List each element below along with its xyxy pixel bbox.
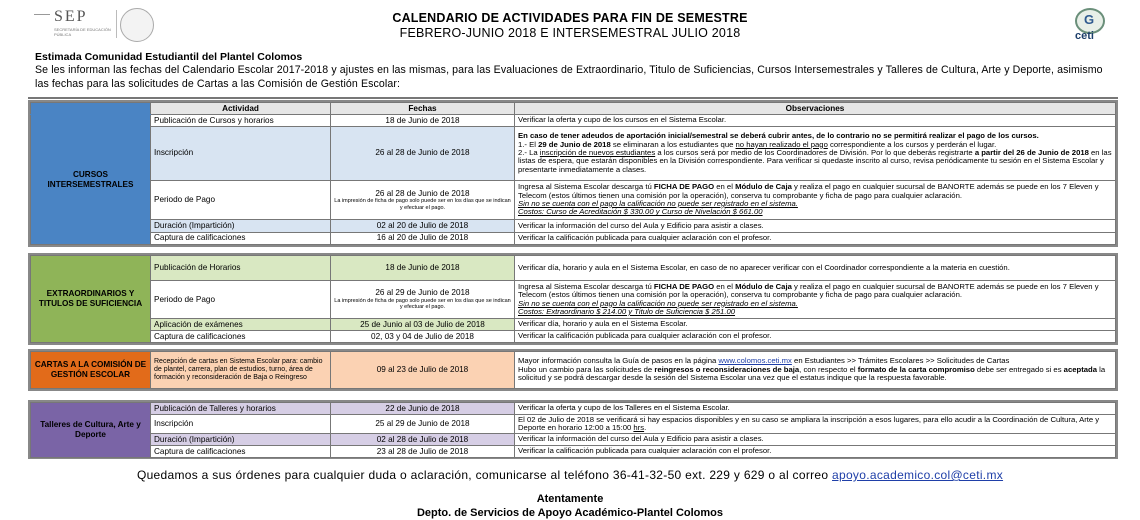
observation: Verificar la calificación publicada para cualquier aclaración con el profesor. [515, 446, 1116, 458]
activity: Publicación de Talleres y horarios [151, 403, 331, 415]
activity: Publicación de Horarios [151, 256, 331, 281]
document-header [0, 0, 1140, 48]
date: 26 al 29 de Junio de 2018 La impresión de ficha de pago solo puede ser en los días que se indican y efectuar el pago. [331, 281, 515, 319]
date: 25 al 29 de Junio de 2018 [331, 415, 515, 434]
activity: Aplicación de exámenes [151, 319, 331, 331]
section-cartas [28, 349, 1118, 391]
activity: Periodo de Pago [151, 281, 331, 319]
date: 22 de Junio de 2018 [331, 403, 515, 415]
observation: Verificar día, horario y aula en el Sistema Escolar, en caso de no aparecer verificar con el Coordinador correspondiente a la materia en cuestión. [515, 256, 1116, 281]
category-extraordinarios: EXTRAORDINARIOS Y TITULOS DE SUFICIENCIA [31, 256, 151, 343]
date: 02, 03 y 04 de Julio de 2018 [331, 331, 515, 343]
section-talleres [28, 400, 1118, 459]
date: 25 de Junio al 03 de Julio de 2018 [331, 319, 515, 331]
activity: Inscripción [151, 415, 331, 434]
col-actividad: Actividad [151, 103, 331, 115]
observation: El 02 de Julio de 2018 se verificará si hay espacios disponibles y en su caso se ampliara la inscripción a esos lugares, para ello acudir a la Coordinación de Cultura, Arte y Deporte en horario 12:00 a 15:00 hrs. [515, 415, 1116, 434]
activity: Publicación de Cursos y horarios [151, 115, 331, 126]
email-link[interactable]: apoyo.academico.col@ceti.mx [832, 468, 1004, 482]
section-cursos [28, 100, 1118, 247]
date: 18 de Junio de 2018 [331, 256, 515, 281]
observation: Verificar la información del curso del Aula y Edificio para asistir a clases. [515, 434, 1116, 446]
date: 16 al 20 de Julio de 2018 [331, 232, 515, 244]
date: 26 al 28 de Junio de 2018 La impresión de ficha de pago solo puede ser en los días que se indican y efectuar el pago. [331, 180, 515, 219]
observation: Mayor información consulta la Guía de pasos en la página www.colomos.ceti.mx en Estudiantes >> Trámites Escolares >> Solicitudes de Cartas Hubo un cambio para las solicitudes de reingresos o reconsideraciones de baja, con respecto el formato de la carta compromiso debe ser entregado si es aceptada la solicitud y se podrá descargar desde la sesión del Sistema Escolar una vez que el estatus indique que la respuesta favorable. [515, 352, 1116, 389]
date: 09 al 23 de Julio de 2018 [331, 352, 515, 389]
divider [28, 97, 1118, 99]
observation: Ingresa al Sistema Escolar descarga tú FICHA DE PAGO en el Módulo de Caja y realiza el pago en cualquier sucursal de BANORTE además se puede en los 7 Eleven y Telecom (estos últimos tienen una comisión por la operación), conserva tu comprobante y ficha de pago para cualquier aclaración. Sin no se cuenta con el pago la calificación no puede ser registrado en el sistema. Costos: Curso de Acreditación $ 330.00 y Curso de Nivelación $ 661.00 [515, 180, 1116, 219]
category-cartas: CARTAS A LA COMISIÓN DE GESTIÓN ESCOLAR [31, 352, 151, 389]
activity: Periodo de Pago [151, 180, 331, 219]
intro-paragraph: Se les informan las fechas del Calendario Escolar 2017-2018 y ajustes en las mismas, para las Evaluaciones de Extraordinario, Titulo de Suficiencias, Cursos Intersemestrales y Talleres de Cultura, Arte y Deporte, asimismo las fechas para las solicitudes de Cartas a las Comisión de Gestión Escolar: [35, 64, 1103, 90]
section-extraordinarios [28, 253, 1118, 345]
observation: Verificar la oferta y cupo de los Talleres en el Sistema Escolar. [515, 403, 1116, 415]
activity: Captura de calificaciones [151, 232, 331, 244]
activity: Recepción de cartas en Sistema Escolar para: cambio de plantel, carrera, plan de estudios, turno, área de formación y reconsideración de Baja o Reingreso [151, 352, 331, 389]
observation: Verificar la calificación publicada para cualquier aclaración con el profesor. [515, 232, 1116, 244]
date: 23 al 28 de Julio de 2018 [331, 446, 515, 458]
observation: Ingresa al Sistema Escolar descarga tú FICHA DE PAGO en el Módulo de Caja y realiza el pago en cualquier sucursal de BANORTE además se puede en los 7 Eleven y Telecom (estos últimos tienen una comisión por la operación), conserva tu comprobante y ficha de pago para cualquier aclaración. Sin no se cuenta con el pago la calificación no puede ser registrado en el sistema. Costos: Extraordinario $ 214.00 y Titulo de Suficiencia $ 251.00 [515, 281, 1116, 319]
category-cursos: CURSOS INTERSEMESTRALES [31, 115, 151, 245]
sep-logo: SEP SECRETARÍA DE EDUCACIÓN PÚBLICA [34, 8, 114, 38]
document-title: CALENDARIO DE ACTIVIDADES PARA FIN DE SEMESTRE [392, 11, 748, 25]
observation: Verificar la calificación publicada para cualquier aclaración con el profesor. [515, 331, 1116, 343]
date: 02 al 20 de Julio de 2018 [331, 220, 515, 232]
col-fechas: Fechas [331, 103, 515, 115]
colomos-link[interactable]: www.colomos.ceti.mx [718, 356, 792, 366]
closing: Atentamente [536, 493, 604, 505]
activity: Duración (Impartición) [151, 220, 331, 232]
greeting: Estimada Comunidad Estudiantil del Plantel Colomos [35, 51, 303, 63]
department-signature: Depto. de Servicios de Apoyo Académico-Plantel Colomos [416, 507, 724, 519]
ceti-logo: G ceti [1072, 8, 1106, 44]
category-talleres: Talleres de Cultura, Arte y Deporte [31, 403, 151, 458]
observation: En caso de tener adeudos de aportación inicial/semestral se deberá cubrir antes, de lo contrario no se permitirá realizar el pago de los cursos. 1.- El 29 de Junio de 2018 se eliminaran a los estudiantes que no hayan realizado el pago correspondiente a los cursos y perderán el lugar. 2.- La inscripción de nuevos estudiantes a los cursos será por medio de los Coordinadores de División. Por lo que deberás registrarte a partir del 26 de Junio de 2018 en las listas de espera, que estarán disponibles en la División correspondiente. Para verificar si quedaste inscrito al curso, revisa periódicamente tu sesión en el Sistema Escolar y presentarte inmediatamente a clases. [515, 126, 1116, 180]
observation: Verificar día, horario y aula en el Sistema Escolar. [515, 319, 1116, 331]
observation: Verificar la información del curso del Aula y Edificio para asistir a clases. [515, 220, 1116, 232]
contact-line: Quedamos a sus órdenes para cualquier duda o aclaración, comunicarse al teléfono 36-41-32-50 ext. 229 y 629 o al correo apoyo.academico.col@ceti.mx [136, 468, 1004, 482]
activity: Captura de calificaciones [151, 331, 331, 343]
activity: Captura de calificaciones [151, 446, 331, 458]
activity: Duración (Impartición) [151, 434, 331, 446]
document-subtitle: FEBRERO-JUNIO 2018 E INTERSEMESTRAL JULIO 2018 [399, 26, 741, 40]
date: 02 al 28 de Julio de 2018 [331, 434, 515, 446]
date: 18 de Junio de 2018 [331, 115, 515, 126]
observation: Verificar la oferta y cupo de los cursos en el Sistema Escolar. [515, 115, 1116, 126]
activity: Inscripción [151, 126, 331, 180]
mexico-seal-icon [120, 8, 154, 42]
date: 26 al 28 de Junio de 2018 [331, 126, 515, 180]
col-observaciones: Observaciones [515, 103, 1116, 115]
